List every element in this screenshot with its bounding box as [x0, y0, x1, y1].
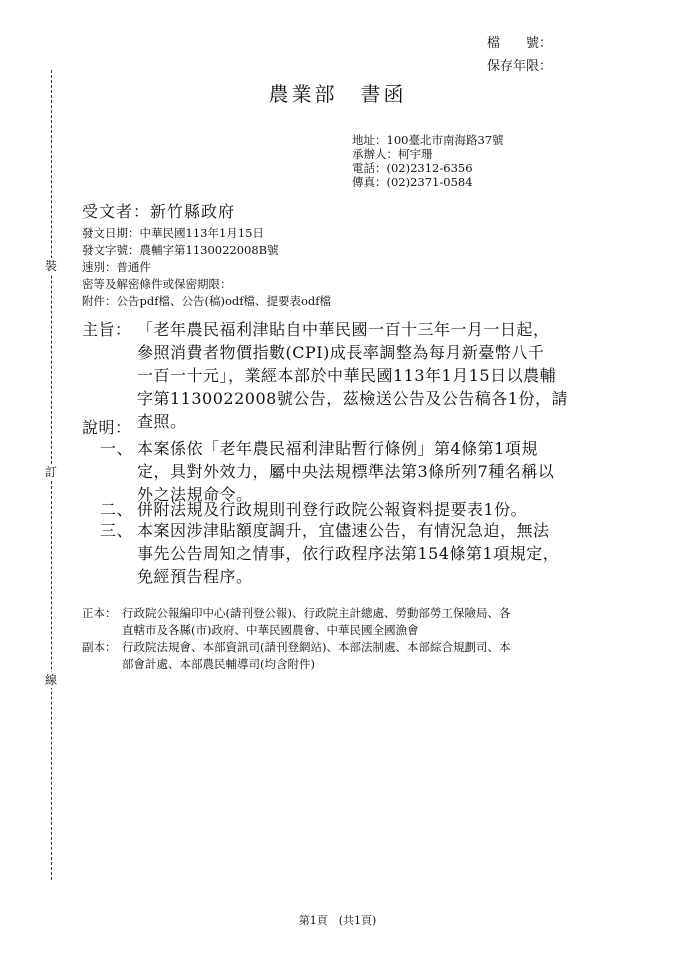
explanation-item-text — [137, 498, 599, 521]
explanation-item-text — [137, 437, 599, 506]
explanation-line: 定，具對外效力，屬中央法規標準法第3條所列7種名稱以 — [137, 462, 555, 481]
secrecy: 密等及解密條件或保密期限： — [82, 277, 232, 291]
distribution-main-text — [122, 605, 602, 639]
file-number-label: 檔 號： — [487, 36, 553, 51]
recipient: 受文者：新竹縣政府 — [82, 202, 236, 221]
issue-number: 發文字號：農輔字第1130022008B號 — [82, 243, 279, 257]
subject-text — [137, 318, 597, 433]
distribution-line: 行政院法規會、本部資訊司(請刊登網站)、本部法制處、本部綜合規劃司、本 — [122, 640, 511, 654]
distribution-main — [82, 605, 602, 641]
distribution-line: 直轄市及各縣(市)政府、中華民國農會、中華民國全國漁會 — [122, 623, 419, 637]
contact-fax: 傳真：(02)2371-0584 — [352, 175, 473, 189]
explanation-line: 外之法規命令。 — [137, 485, 253, 504]
distribution-copy — [82, 639, 602, 675]
contact-officer: 承辦人：柯宇珊 — [352, 147, 433, 161]
distribution-line: 部會計處、本部農民輔導司(均含附件) — [122, 657, 315, 671]
binding-mark-ding: 訂 — [44, 465, 57, 479]
explanation-line: 事先公告周知之情事，依行政程序法第154條第1項規定， — [137, 544, 560, 563]
distribution-copy-label: 副本： — [82, 640, 117, 654]
binding-mark-zhuang: 裝 — [44, 259, 57, 273]
retention-period-label: 保存年限： — [487, 59, 553, 74]
subject-line: 一百一十元」，業經本部於中華民國113年1月15日以農輔 — [137, 366, 557, 385]
subject-line: 「老年農民福利津貼自中華民國一百十三年一月一日起， — [137, 320, 550, 339]
issue-date: 發文日期：中華民國113年1月15日 — [82, 226, 264, 240]
explanation-line: 本案因涉津貼額度調升，宜儘速公告，有情況急迫，無法 — [137, 521, 550, 540]
contact-phone: 電話：(02)2312-6356 — [352, 161, 473, 175]
explanation-line: 本案係依「老年農民福利津貼暫行條例」第4條第1項規 — [137, 439, 538, 458]
explanation-item-number: 三、 — [100, 521, 134, 540]
contact-address: 地址：100臺北市南海路37號 — [352, 133, 504, 147]
explanation-item-number: 一、 — [100, 439, 134, 458]
subject-line: 字第1130022008號公告，茲檢送公告及公告稿各1份，請 — [137, 389, 568, 408]
speed: 速別：普通件 — [82, 260, 151, 274]
distribution-line: 行政院公報編印中心(請刊登公報)、行政院主計總處、勞動部勞工保險局、各 — [122, 606, 511, 620]
page-footer: 第1頁 (共1頁) — [298, 914, 377, 927]
explanation-item-number: 二、 — [100, 500, 134, 519]
explanation-line: 免經預告程序。 — [137, 567, 253, 586]
subject-label: 主旨： — [82, 320, 132, 339]
distribution-copy-text — [122, 639, 602, 673]
distribution-main-label: 正本： — [82, 606, 117, 620]
binding-mark-xian: 線 — [44, 673, 57, 687]
explanation-label: 說明： — [82, 418, 132, 437]
attachments: 附件：公告pdf檔、公告(稿)odf檔、提要表odf檔 — [82, 294, 332, 308]
subject-line: 參照消費者物價指數(CPI)成長率調整為每月新臺幣八千 — [137, 343, 545, 362]
explanation-line: 併附法規及行政規則刊登行政院公報資料提要表1份。 — [137, 500, 528, 519]
explanation-item-text — [137, 519, 599, 588]
subject-line: 查照。 — [137, 412, 187, 431]
document-title: 農業部 書函 — [268, 82, 407, 106]
